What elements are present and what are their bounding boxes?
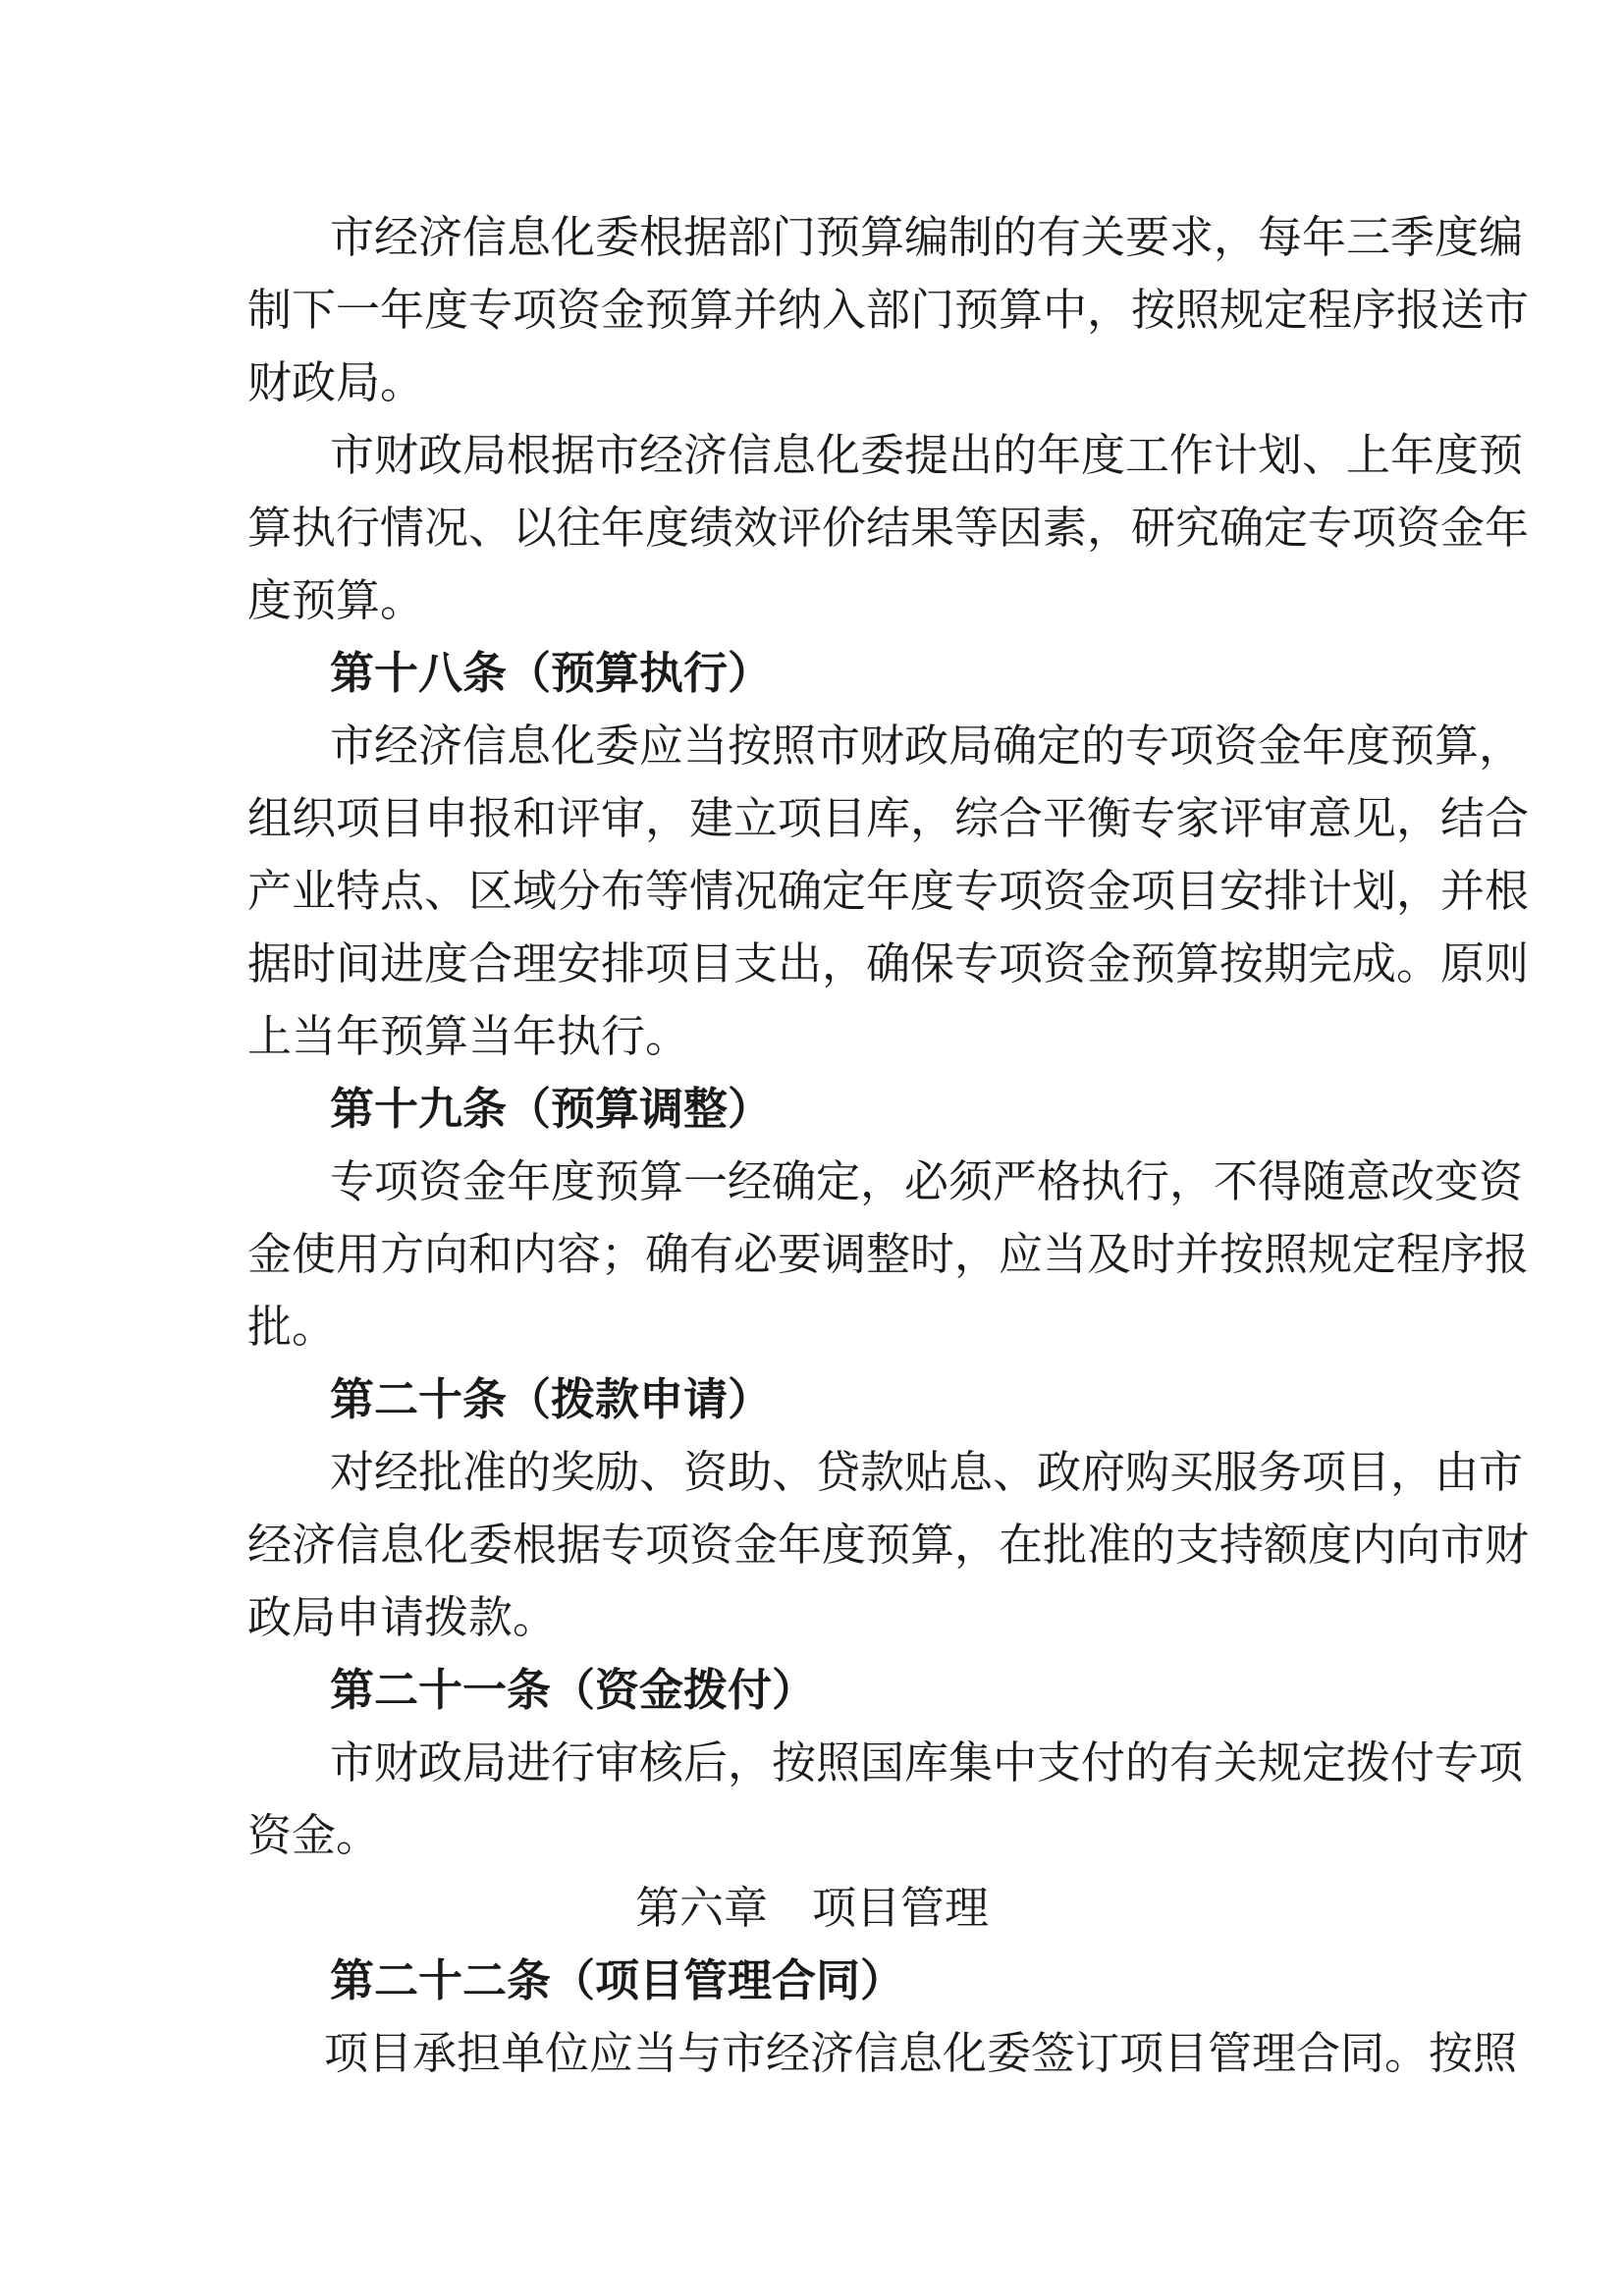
- paragraph-line: 市经济信息化委根据部门预算编制的有关要求，每年三季度编: [330, 211, 1524, 263]
- paragraph-line: 组织项目申报和评审，建立项目库，综合平衡专家评审意见，结合: [247, 792, 1530, 844]
- paragraph-line: 政局申请拨款。: [247, 1591, 558, 1643]
- article-heading: 第十九条（预算调整）: [330, 1083, 773, 1135]
- paragraph-line: 制下一年度专项资金预算并纳入部门预算中，按照规定程序报送市: [247, 284, 1530, 336]
- paragraph-line: 度预算。: [247, 574, 425, 626]
- article-heading: 第二十一条（资金拨付）: [330, 1664, 817, 1716]
- paragraph-line: 据时间进度合理安排项目支出，确保专项资金预算按期完成。原则: [247, 937, 1530, 989]
- paragraph-line: 项目承担单位应当与市经济信息化委签订项目管理合同。按照: [324, 2027, 1518, 2079]
- article-heading: 第二十条（拨款申请）: [330, 1373, 773, 1425]
- paragraph-line: 算执行情况、以往年度绩效评价结果等因素，研究确定专项资金年: [247, 502, 1530, 554]
- paragraph-line: 市经济信息化委应当按照市财政局确定的专项资金年度预算，: [330, 720, 1524, 772]
- paragraph-line: 市财政局根据市经济信息化委提出的年度工作计划、上年度预: [330, 429, 1524, 481]
- paragraph-line: 市财政局进行审核后，按照国库集中支付的有关规定拨付专项: [330, 1736, 1524, 1789]
- paragraph-line: 财政局。: [247, 356, 425, 408]
- article-heading: 第二十二条（项目管理合同）: [330, 1954, 905, 2006]
- paragraph-line: 上当年预算当年执行。: [247, 1010, 690, 1062]
- paragraph-line: 专项资金年度预算一经确定，必须严格执行，不得随意改变资: [330, 1155, 1524, 1207]
- paragraph-line: 金使用方向和内容；确有必要调整时，应当及时并按照规定程序报: [247, 1228, 1530, 1280]
- chapter-title: 第六章 项目管理: [634, 1882, 989, 1934]
- paragraph-line: 批。: [247, 1301, 337, 1353]
- article-heading: 第十八条（预算执行）: [330, 647, 773, 699]
- paragraph-line: 资金。: [247, 1809, 381, 1861]
- paragraph-line: 经济信息化委根据专项资金年度预算，在批准的支持额度内向市财: [247, 1519, 1530, 1571]
- paragraph-line: 产业特点、区域分布等情况确定年度专项资金项目安排计划，并根: [247, 865, 1530, 917]
- paragraph-line: 对经批准的奖励、资助、贷款贴息、政府购买服务项目，由市: [330, 1446, 1524, 1498]
